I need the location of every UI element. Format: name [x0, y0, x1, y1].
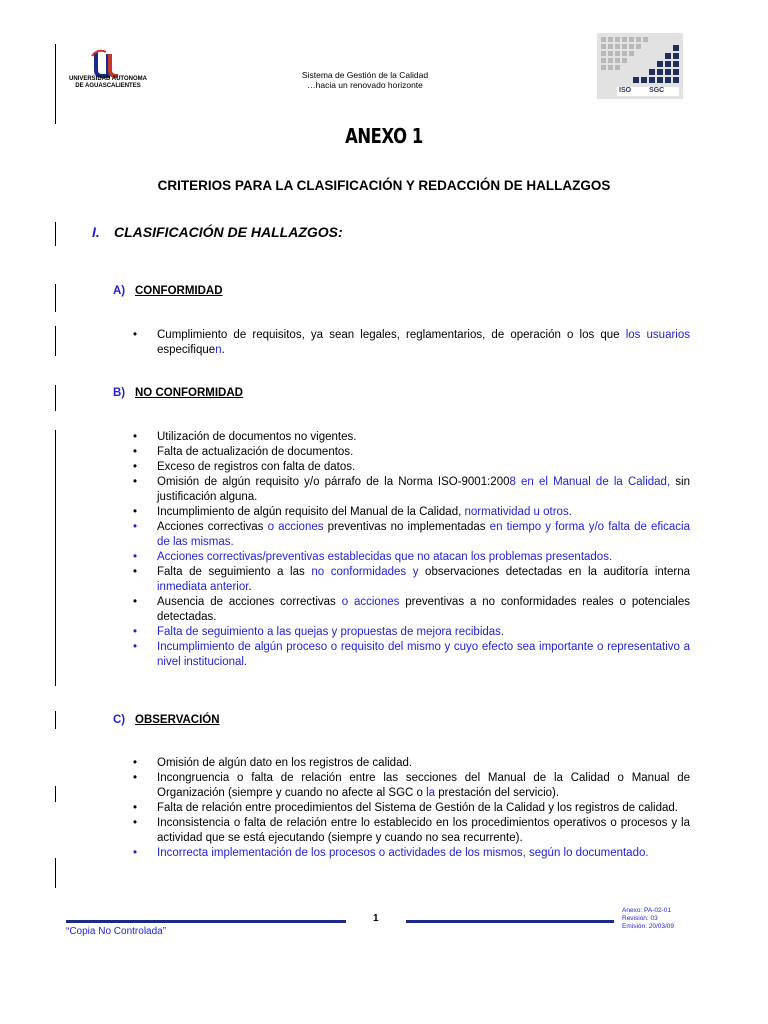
- list-item-text: Cumplimiento de requisitos, ya sean legales, reglamentarios, de operación o los que: [157, 329, 626, 341]
- list-item-text: o acciones: [267, 521, 324, 533]
- list-item-text: los usuarios: [625, 329, 690, 341]
- document-metadata: [622, 907, 674, 931]
- page-number: 1: [373, 913, 379, 924]
- list-item: [133, 445, 690, 460]
- list-item-text: Acciones correctivas/preventivas establecidas que no atacan los problemas presentados.: [157, 551, 613, 563]
- subsection-letter: B): [113, 387, 126, 399]
- list-item-text: Omisión de algún requisito y/o párrafo de la Norma ISO-9001:200: [157, 476, 510, 488]
- list-item: [133, 550, 690, 565]
- university-name-line-2: DE AGUASCALIENTES: [75, 83, 141, 89]
- iso-logo-text: ISO: [619, 87, 632, 94]
- list-item: [133, 816, 690, 846]
- margin-bar: [55, 284, 56, 312]
- list-item: [133, 771, 690, 801]
- list-item-text: Utilización de documentos no vigentes.: [157, 431, 357, 443]
- list-item: [133, 520, 690, 550]
- margin-bar: [55, 858, 56, 888]
- margin-bar: [55, 326, 56, 356]
- list-item-text: Incorrecta implementación de los procesos o actividades de los mismos, según lo documentado.: [157, 847, 649, 859]
- list-item: [133, 801, 690, 816]
- iso-logo-suffix: SGC: [649, 87, 665, 94]
- margin-bar: [55, 385, 56, 411]
- list-item-text: preventivas no implementadas: [323, 521, 490, 533]
- university-logo: [66, 48, 150, 92]
- subsection-heading-no-conformidad: [113, 387, 243, 399]
- list-item: [133, 640, 690, 670]
- no-conformidad-list: [133, 430, 690, 670]
- margin-bar: [55, 44, 56, 124]
- list-item-text: Incumplimiento de algún requisito del Manual de la Calidad,: [157, 506, 465, 518]
- margin-bar: [55, 711, 56, 729]
- list-item: [133, 846, 690, 861]
- emission-date: Emisión: 20/03/09: [622, 923, 675, 930]
- subsection-label: NO CONFORMIDAD: [135, 387, 243, 399]
- subsection-heading-conformidad: [113, 285, 223, 297]
- header-title-block: [200, 70, 530, 90]
- list-item: [133, 475, 690, 505]
- list-item-text: la: [426, 787, 436, 799]
- list-item-text: o acciones: [341, 596, 400, 608]
- footer-rule-left: [66, 920, 346, 923]
- list-item-text: observaciones detectadas en la auditoría interna: [418, 566, 690, 578]
- list-item-text: especifique: [157, 344, 216, 356]
- list-item-text: .: [221, 344, 225, 356]
- list-item-text: Falta de actualización de documentos.: [157, 446, 354, 458]
- list-item: [133, 460, 690, 475]
- list-item: [133, 505, 690, 520]
- copy-note: “Copia No Controlada”: [66, 926, 167, 937]
- subsection-label: OBSERVACIÓN: [135, 714, 220, 726]
- list-item-text: inmediata anterior: [157, 581, 249, 593]
- system-tagline: …hacia un renovado horizonte: [307, 80, 423, 90]
- list-item-text: Inconsistencia o falta de relación entre lo establecido en los procedimientos operativos o procesos y la actividad que se está ejecutando (siempre y cuando no sea recurrente).: [157, 817, 690, 844]
- list-item-text: Incumplimiento de algún proceso o requisito del mismo y cuyo efecto sea importante o representativo a nivel institucional.: [157, 641, 690, 668]
- list-item-text: prestación del servicio).: [435, 787, 560, 799]
- list-item-text: preventivas a no conformidades reales o potenciales detectadas.: [157, 596, 690, 623]
- list-item-text: .: [248, 581, 252, 593]
- list-item-text: 8 en el Manual de la Calidad,: [509, 476, 671, 488]
- list-item: [133, 595, 690, 625]
- margin-bar: [55, 430, 56, 686]
- university-name-line-1: UNIVERSIDAD AUTONOMA: [68, 76, 147, 82]
- list-item-text: en tiempo y forma y/o falta de eficacia de las mismas.: [157, 521, 691, 548]
- annex-title: ANEXO 1: [345, 124, 423, 148]
- subsection-letter: A): [113, 285, 126, 297]
- list-item-text: normatividad u otros.: [464, 506, 572, 518]
- conformidad-list: [133, 328, 690, 358]
- observacion-list: [133, 756, 690, 861]
- list-item-text: n: [215, 344, 222, 356]
- subsection-label: CONFORMIDAD: [135, 285, 223, 297]
- margin-bar: [55, 786, 56, 802]
- margin-bar: [55, 222, 56, 246]
- list-item-text: Falta de relación entre procedimientos del Sistema de Gestión de la Calidad y los registros de calidad.: [157, 802, 678, 814]
- list-item-text: sin justificación alguna.: [157, 476, 690, 503]
- iso-sgc-logo: [597, 33, 683, 99]
- document-title: CRITERIOS PARA LA CLASIFICACIÓN Y REDACCIÓN DE HALLAZGOS: [157, 178, 611, 193]
- list-item: [133, 565, 690, 595]
- list-item: [133, 328, 690, 358]
- system-title: Sistema de Gestión de la Calidad: [301, 70, 429, 80]
- list-item: [133, 430, 690, 445]
- list-item-text: Omisión de algún dato en los registros de calidad.: [157, 757, 413, 769]
- list-item-text: Falta de seguimiento a las: [157, 566, 312, 578]
- subsection-heading-observacion: [113, 714, 220, 726]
- list-item-text: Exceso de registros con falta de datos.: [157, 461, 356, 473]
- section-heading: [92, 224, 343, 240]
- list-item: [133, 625, 690, 640]
- list-item-text: Ausencia de acciones correctivas: [157, 596, 342, 608]
- revision-number: Revisión: 03: [622, 915, 658, 922]
- list-item-text: no conformidades y: [311, 566, 419, 578]
- list-item-text: Incongruencia o falta de relación entre las secciones del Manual de la Calidad o Manual de Organización (siempre y cuando no afecte al SGC o: [157, 772, 690, 799]
- list-item: [133, 756, 690, 771]
- section-number: I.: [92, 224, 100, 240]
- section-title: CLASIFICACIÓN DE HALLAZGOS:: [114, 224, 343, 240]
- annex-reference: Anexo: PA-02-01: [622, 907, 672, 914]
- list-item-text: Falta de seguimiento a las quejas y propuestas de mejora recibidas.: [157, 626, 505, 638]
- subsection-letter: C): [113, 714, 126, 726]
- footer-rule-right: [406, 920, 614, 923]
- list-item-text: Acciones correctivas: [157, 521, 268, 533]
